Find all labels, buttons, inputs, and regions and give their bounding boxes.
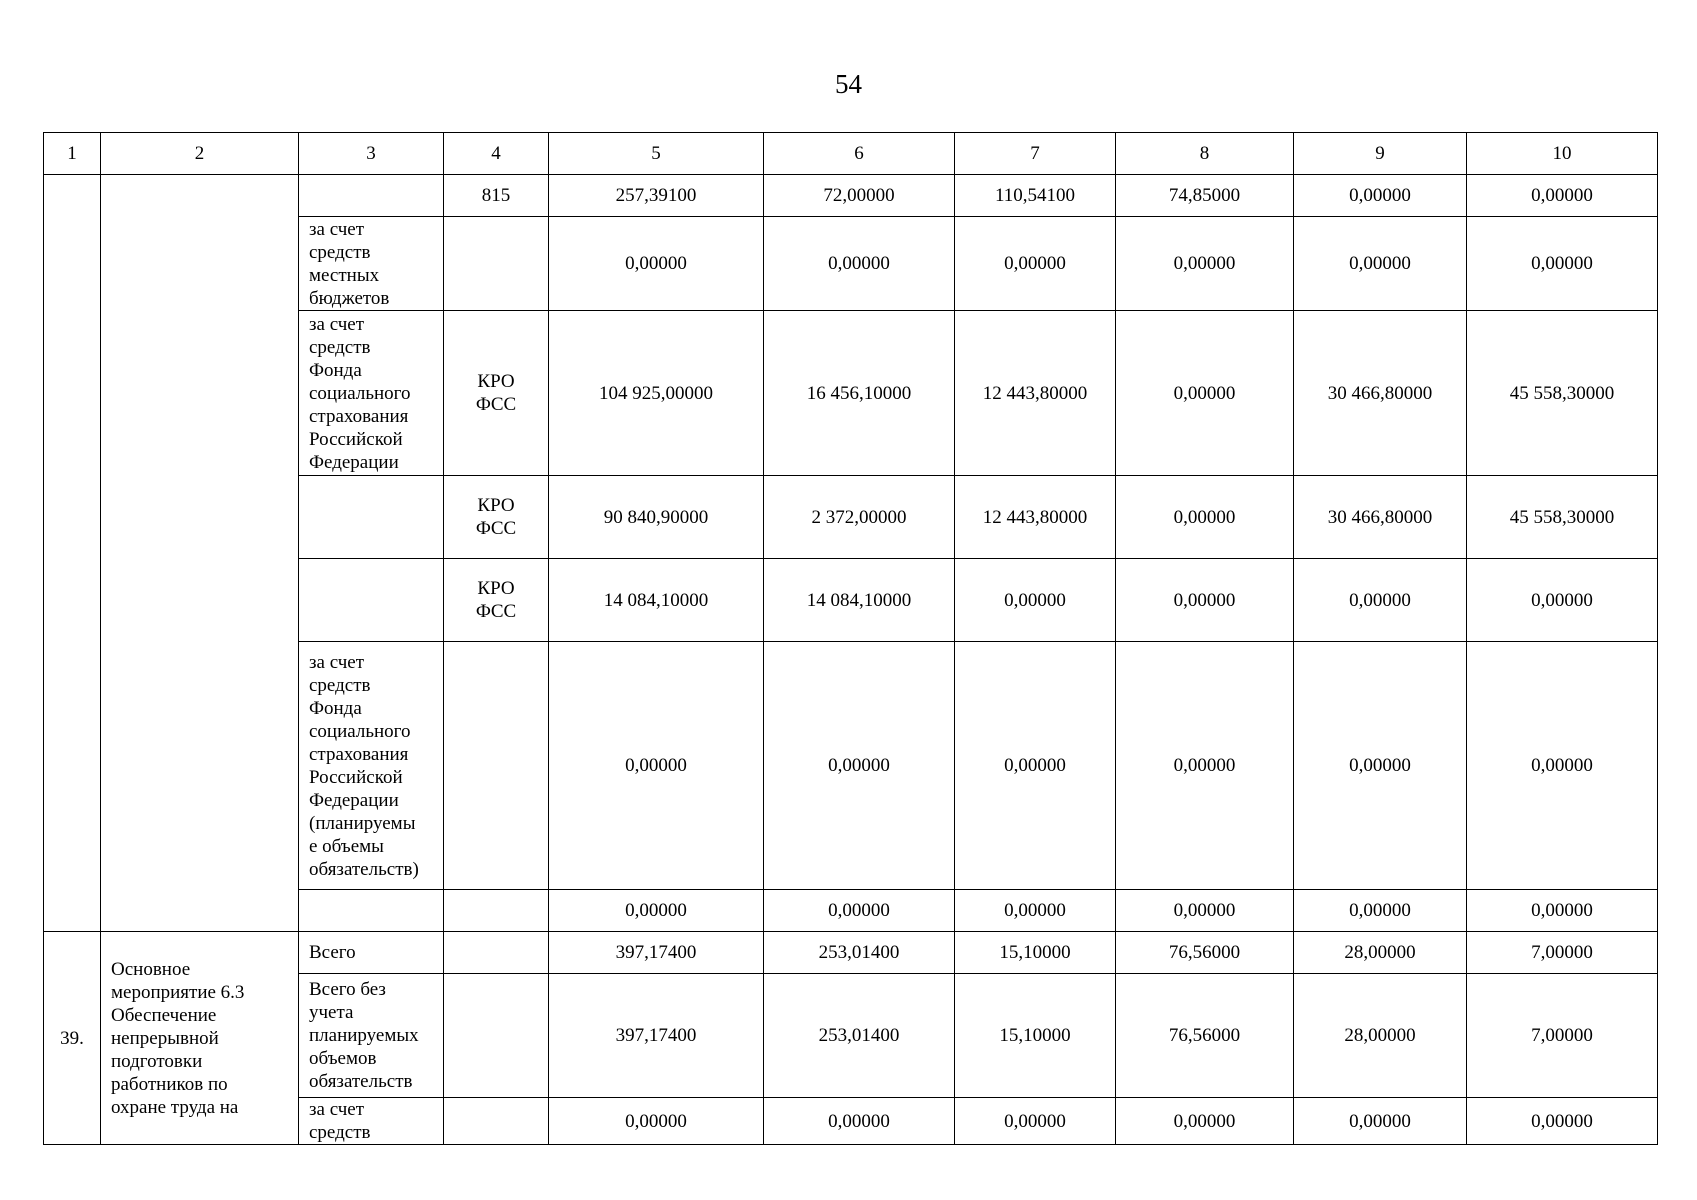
value-cell: 0,00000: [764, 217, 955, 311]
header-cell: 3: [299, 133, 444, 175]
value-cell: 253,01400: [764, 974, 955, 1098]
code-cell: [444, 890, 549, 932]
value-cell: 0,00000: [549, 1098, 764, 1145]
funding-source-cell: за счет средств местных бюджетов: [299, 217, 444, 311]
value-cell: 0,00000: [955, 1098, 1116, 1145]
funding-source-cell: [299, 559, 444, 642]
row-number-cell: 39.: [44, 932, 101, 1145]
value-cell: 0,00000: [1116, 217, 1294, 311]
value-cell: 72,00000: [764, 175, 955, 217]
value-cell: 0,00000: [1116, 559, 1294, 642]
value-cell: 74,85000: [1116, 175, 1294, 217]
value-cell: 15,10000: [955, 932, 1116, 974]
value-cell: 0,00000: [1294, 217, 1467, 311]
value-cell: 76,56000: [1116, 974, 1294, 1098]
value-cell: 45 558,30000: [1467, 311, 1658, 476]
value-cell: 257,39100: [549, 175, 764, 217]
code-cell: [444, 217, 549, 311]
value-cell: 0,00000: [1294, 890, 1467, 932]
row-title-cell: [101, 175, 299, 932]
code-cell: КРО ФСС: [444, 559, 549, 642]
value-cell: 0,00000: [1116, 642, 1294, 890]
table-row: [44, 932, 1658, 974]
header-cell: 8: [1116, 133, 1294, 175]
value-cell: 0,00000: [549, 217, 764, 311]
value-cell: 14 084,10000: [549, 559, 764, 642]
funding-source-cell: за счет средств: [299, 1098, 444, 1145]
value-cell: 0,00000: [764, 642, 955, 890]
table-row: [44, 175, 1658, 217]
value-cell: 0,00000: [549, 890, 764, 932]
value-cell: 0,00000: [549, 642, 764, 890]
value-cell: 28,00000: [1294, 974, 1467, 1098]
code-cell: [444, 1098, 549, 1145]
code-cell: КРО ФСС: [444, 311, 549, 476]
value-cell: 0,00000: [955, 559, 1116, 642]
value-cell: 15,10000: [955, 974, 1116, 1098]
value-cell: 0,00000: [1467, 642, 1658, 890]
header-cell: 5: [549, 133, 764, 175]
header-cell: 10: [1467, 133, 1658, 175]
value-cell: 45 558,30000: [1467, 476, 1658, 559]
funding-source-cell: за счет средств Фонда социального страхования Российской Федерации: [299, 311, 444, 476]
funding-source-cell: Всего без учета планируемых объемов обязательств: [299, 974, 444, 1098]
value-cell: 0,00000: [1294, 1098, 1467, 1145]
value-cell: 0,00000: [1467, 890, 1658, 932]
value-cell: 16 456,10000: [764, 311, 955, 476]
value-cell: 0,00000: [1467, 559, 1658, 642]
header-cell: 6: [764, 133, 955, 175]
value-cell: 0,00000: [1294, 642, 1467, 890]
value-cell: 0,00000: [764, 890, 955, 932]
code-cell: КРО ФСС: [444, 476, 549, 559]
code-cell: [444, 974, 549, 1098]
funding-source-cell: Всего: [299, 932, 444, 974]
value-cell: 0,00000: [1467, 1098, 1658, 1145]
value-cell: 30 466,80000: [1294, 476, 1467, 559]
code-cell: [444, 642, 549, 890]
header-cell: 2: [101, 133, 299, 175]
table-header-row: [44, 133, 1658, 175]
value-cell: 0,00000: [1294, 175, 1467, 217]
header-cell: 4: [444, 133, 549, 175]
value-cell: 110,54100: [955, 175, 1116, 217]
value-cell: 7,00000: [1467, 974, 1658, 1098]
value-cell: 28,00000: [1294, 932, 1467, 974]
value-cell: 76,56000: [1116, 932, 1294, 974]
row-title-cell: Основное мероприятие 6.3 Обеспечение непрерывной подготовки работников по охране труда на: [101, 932, 299, 1145]
header-cell: 7: [955, 133, 1116, 175]
code-cell: 815: [444, 175, 549, 217]
value-cell: 397,17400: [549, 974, 764, 1098]
value-cell: 0,00000: [955, 890, 1116, 932]
value-cell: 90 840,90000: [549, 476, 764, 559]
value-cell: 30 466,80000: [1294, 311, 1467, 476]
value-cell: 0,00000: [1467, 217, 1658, 311]
value-cell: 0,00000: [764, 1098, 955, 1145]
value-cell: 0,00000: [1116, 311, 1294, 476]
value-cell: 104 925,00000: [549, 311, 764, 476]
value-cell: 12 443,80000: [955, 311, 1116, 476]
value-cell: 12 443,80000: [955, 476, 1116, 559]
value-cell: 7,00000: [1467, 932, 1658, 974]
budget-table: [43, 132, 1658, 1145]
code-cell: [444, 932, 549, 974]
funding-source-cell: [299, 175, 444, 217]
value-cell: 0,00000: [955, 642, 1116, 890]
value-cell: 2 372,00000: [764, 476, 955, 559]
value-cell: 0,00000: [1116, 890, 1294, 932]
row-number-cell: [44, 175, 101, 932]
value-cell: 397,17400: [549, 932, 764, 974]
value-cell: 0,00000: [1294, 559, 1467, 642]
funding-source-cell: [299, 476, 444, 559]
value-cell: 0,00000: [1116, 476, 1294, 559]
value-cell: 14 084,10000: [764, 559, 955, 642]
page-number: 54: [835, 69, 862, 99]
header-cell: 9: [1294, 133, 1467, 175]
funding-source-cell: [299, 890, 444, 932]
header-cell: 1: [44, 133, 101, 175]
value-cell: 0,00000: [1116, 1098, 1294, 1145]
value-cell: 253,01400: [764, 932, 955, 974]
value-cell: 0,00000: [955, 217, 1116, 311]
value-cell: 0,00000: [1467, 175, 1658, 217]
funding-source-cell: за счет средств Фонда социального страхования Российской Федерации (планируемы е объемы обязательств): [299, 642, 444, 890]
